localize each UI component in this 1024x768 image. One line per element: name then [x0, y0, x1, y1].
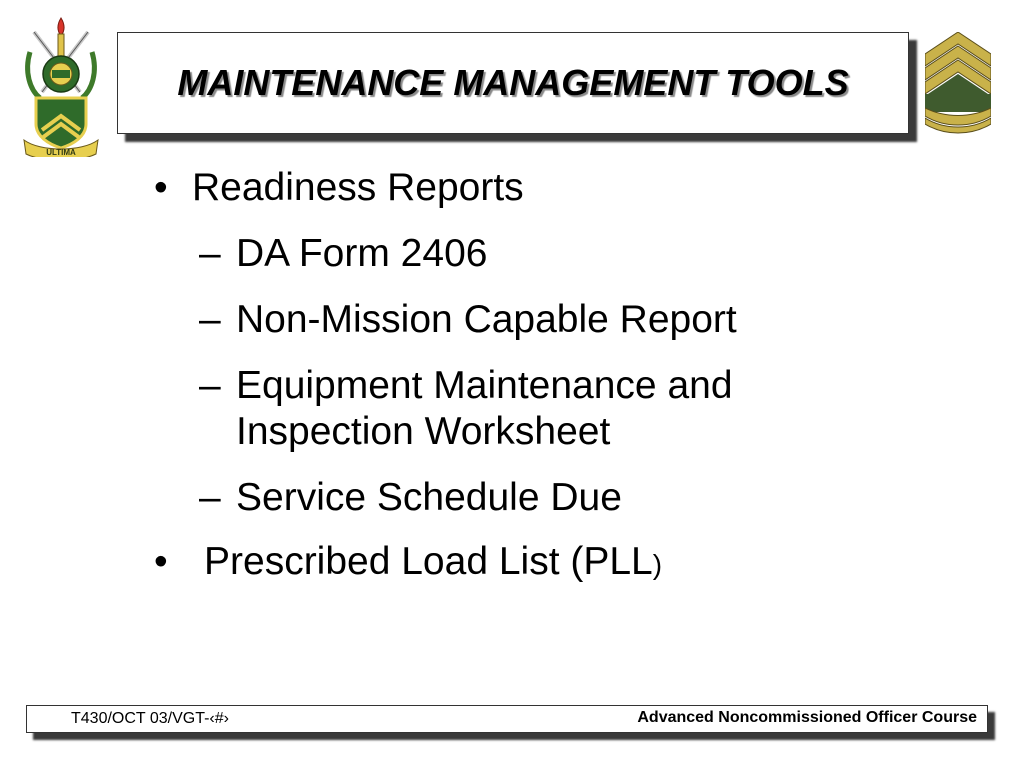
bullet-prescribed-load-list — [150, 539, 870, 588]
army-crest-icon — [20, 12, 102, 157]
bullet-list — [150, 165, 870, 608]
footer-bar — [26, 705, 988, 733]
slide-code: T430/OCT 03/VGT-‹#› — [71, 710, 229, 727]
course-name: Advanced Noncommissioned Officer Course — [637, 709, 977, 726]
sub-bullet-service-schedule — [150, 475, 870, 521]
sub-bullet-marker: – — [199, 232, 221, 275]
sub-bullet-equipment-worksheet — [150, 363, 870, 455]
sub-bullet-marker: – — [199, 298, 221, 341]
bullet-text: Readiness Reports — [192, 166, 524, 209]
rank-chevrons-icon — [925, 32, 991, 134]
sub-bullet-marker: – — [199, 476, 221, 519]
title-box — [117, 32, 909, 134]
sub-bullet-nmc-report — [150, 297, 870, 343]
slide-title: MAINTENANCE MANAGEMENT TOOLS — [177, 62, 849, 104]
bullet-readiness-reports — [150, 165, 870, 211]
sub-bullet-da-form-2406 — [150, 231, 870, 277]
sub-bullet-marker: – — [199, 364, 221, 407]
bullet-closing-paren: ) — [652, 549, 663, 580]
sub-bullet-text: Equipment Maintenance and Inspection Worksheet — [236, 364, 733, 453]
crest-motto: ULTIMA — [46, 148, 76, 157]
sub-bullet-text: Non-Mission Capable Report — [236, 298, 737, 341]
bullet-marker: • — [154, 166, 168, 209]
bullet-marker: • — [154, 540, 168, 583]
sub-bullet-text: DA Form 2406 — [236, 232, 488, 275]
sub-bullet-text: Service Schedule Due — [236, 476, 622, 519]
bullet-text: Prescribed Load List (PLL — [204, 540, 653, 583]
